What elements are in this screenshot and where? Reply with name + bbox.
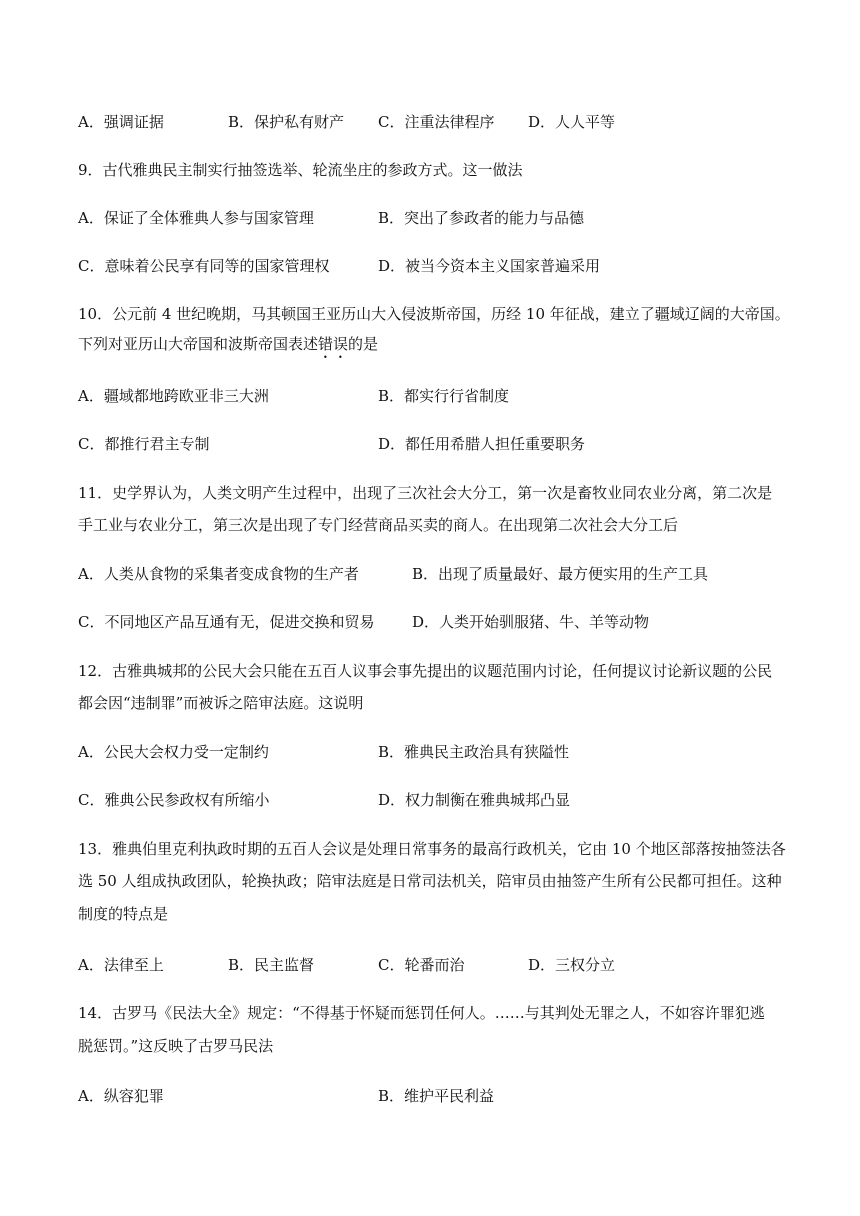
q12-option-b[interactable]: B．雅典民主政治具有狭隘性: [378, 743, 570, 761]
q13-option-a[interactable]: A．法律至上: [78, 956, 164, 974]
q9-option-c[interactable]: C．意味着公民享有同等的国家管理权: [78, 257, 330, 275]
q14-option-b[interactable]: B．维护平民利益: [378, 1087, 495, 1105]
q11-stem-line2: 手工业与农业分工，第三次是出现了专门经营商品买卖的商人。在出现第二次社会大分工后: [78, 516, 679, 534]
q14-option-a[interactable]: A．纵容犯罪: [78, 1087, 164, 1105]
q9-option-a[interactable]: A．保证了全体雅典人参与国家管理: [78, 209, 314, 227]
q10-stem-text: 下列对亚历山大帝国和波斯帝国表述: [78, 335, 319, 353]
q8-option-c[interactable]: C．注重法律程序: [378, 113, 495, 131]
q10-stem-line2: [78, 334, 378, 362]
q12-option-a[interactable]: A．公民大会权力受一定制约: [78, 743, 269, 761]
q13-stem-line2: 选 50 人组成执政团队，轮换执政；陪审法庭是日常司法机关，陪审员由抽签产生所有公民都可担任。这种: [78, 872, 782, 890]
q9-option-d[interactable]: D．被当今资本主义国家普遍采用: [378, 257, 601, 275]
q12-stem-line2: 都会因“违制罪”而被诉之陪审法庭。这说明: [78, 694, 364, 712]
q11-option-c[interactable]: C．不同地区产品互通有无，促进交换和贸易: [78, 613, 375, 631]
q10-option-c[interactable]: C．都推行君主专制: [78, 435, 210, 453]
q11-option-b[interactable]: B．出现了质量最好、最方便实用的生产工具: [412, 565, 709, 583]
q10-stem-line1: 10．公元前 4 世纪晚期，马其顿国王亚历山大入侵波斯帝国，历经 10 年征战，建立了疆域辽阔的大帝国。: [78, 305, 790, 323]
q13-stem-line3: 制度的特点是: [78, 905, 169, 923]
q10-option-d[interactable]: D．都任用希腊人担任重要职务: [378, 435, 586, 453]
q12-stem-line1: 12．古雅典城邦的公民大会只能在五百人议事会事先提出的议题范围内讨论，任何提议讨论新议题的公民: [78, 662, 773, 680]
q9-option-b[interactable]: B．突出了参政者的能力与品德: [378, 209, 585, 227]
q13-option-c[interactable]: C．轮番而治: [378, 956, 465, 974]
q11-option-d[interactable]: D．人类开始驯服猪、牛、羊等动物: [412, 613, 650, 631]
q13-option-b[interactable]: B．民主监督: [228, 956, 315, 974]
q11-stem-line1: 11．史学界认为，人类文明产生过程中，出现了三次社会大分工，第一次是畜牧业同农业分离，第二次是: [78, 484, 773, 502]
q12-option-c[interactable]: C．雅典公民参政权有所缩小: [78, 791, 270, 809]
q10-stem-tail: 的是: [348, 335, 379, 353]
q13-option-d[interactable]: D．三权分立: [528, 956, 616, 974]
q14-stem-line2: 脱惩罚。”这反映了古罗马民法: [78, 1037, 274, 1055]
q14-stem-line1: 14．古罗马《民法大全》规定：“不得基于怀疑而惩罚任何人。……与其判处无罪之人，不如容许罪犯逃: [78, 1004, 765, 1022]
q9-stem: 9．古代雅典民主制实行抽签选举、轮流坐庄的参政方式。这一做法: [78, 161, 523, 179]
q10-option-a[interactable]: A．疆域都地跨欧亚非三大洲: [78, 387, 269, 405]
q13-stem-line1: 13．雅典伯里克利执政时期的五百人会议是处理日常事务的最高行政机关，它由 10 个地区部落按抽签法各: [78, 840, 786, 858]
q12-option-d[interactable]: D．权力制衡在雅典城邦凸显: [378, 791, 571, 809]
q10-option-b[interactable]: B．都实行行省制度: [378, 387, 510, 405]
q8-option-b[interactable]: B．保护私有财产: [228, 113, 345, 131]
q8-option-a[interactable]: A．强调证据: [78, 113, 164, 131]
q11-option-a[interactable]: A．人类从食物的采集者变成食物的生产者: [78, 565, 359, 583]
q8-option-d[interactable]: D．人人平等: [528, 113, 616, 131]
q10-emphasis-word: 错误: [318, 335, 349, 353]
